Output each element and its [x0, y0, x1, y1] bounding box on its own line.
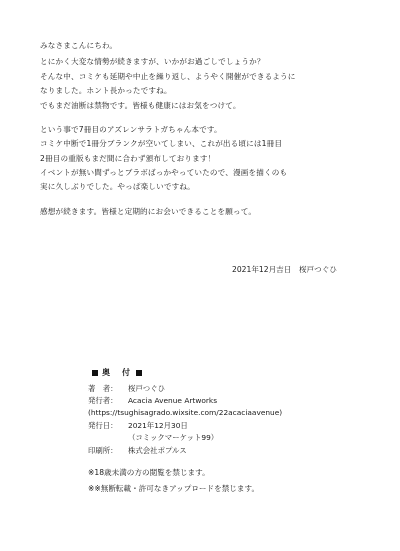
colophon-value: 株式会社ポプルス: [128, 446, 187, 455]
colophon-title: [88, 367, 146, 378]
letter-line: 2冊目の重版もまだ間に合わず頒布しております！: [40, 154, 216, 163]
letter-line: そんな中、コミケも延期や中止を繰り返し、ようやく開催ができるように: [40, 72, 296, 81]
letter-line: みなさまこんにちわ。: [40, 41, 118, 50]
colophon-value: 2021年12月30日: [128, 421, 188, 430]
age-restriction-note: ※18歳未満の方の閲覧を禁じます。: [88, 468, 210, 477]
colophon-row-event: [128, 433, 218, 443]
letter-line: なりました。ホント長かったですね。: [40, 86, 172, 95]
colophon-row-author: [88, 384, 165, 394]
square-bullet-icon: [136, 370, 142, 376]
colophon-label: 発行日：: [88, 421, 118, 430]
letter-signature: 2021年12月吉日 桜戸つぐひ: [232, 265, 337, 274]
reprint-prohibition-note: ※※無断転載・許可なきアップロードを禁じます。: [88, 484, 260, 493]
colophon-row-date: [88, 421, 188, 431]
colophon-row-publisher: [88, 396, 217, 406]
letter-line: 感想が続きます。皆様と定期的にお会いできることを願って。: [40, 207, 257, 216]
colophon-row-url: [88, 408, 282, 418]
colophon-url[interactable]: (https://tsughisagrado.wixsite.com/22acaciaavenue): [88, 408, 283, 417]
colophon-label: 印刷所：: [88, 446, 118, 455]
colophon-value: 桜戸つぐひ: [128, 384, 165, 393]
colophon-label: 発行者：: [88, 396, 118, 405]
letter-line: イベントが無い間ずっとブラボばっかやっていたので、漫画を描くのも: [40, 168, 288, 177]
colophon-value: Acacia Avenue Artworks: [128, 396, 218, 405]
square-bullet-icon: [92, 370, 98, 376]
letter-line: という事で7冊目のアズレンサラトガちゃん本です。: [40, 125, 222, 134]
colophon-title-text: 奥 付: [102, 368, 132, 377]
letter-line: とにかく大変な情勢が続きますが、いかがお過ごしでしょうか？: [40, 57, 265, 66]
colophon-value: （コミックマーケット99）: [128, 433, 219, 442]
colophon-row-printer: [88, 446, 187, 456]
letter-line: でもまだ油断は禁物です。皆様も健康にはお気をつけて。: [40, 101, 241, 110]
letter-line: 実に久しぶりでした。やっぱ楽しいですね。: [40, 182, 195, 191]
letter-line: コミケ中断で1冊分ブランクが空いてしまい、これが出る頃には1冊目: [40, 139, 283, 148]
colophon-label: 著 者：: [88, 384, 118, 393]
